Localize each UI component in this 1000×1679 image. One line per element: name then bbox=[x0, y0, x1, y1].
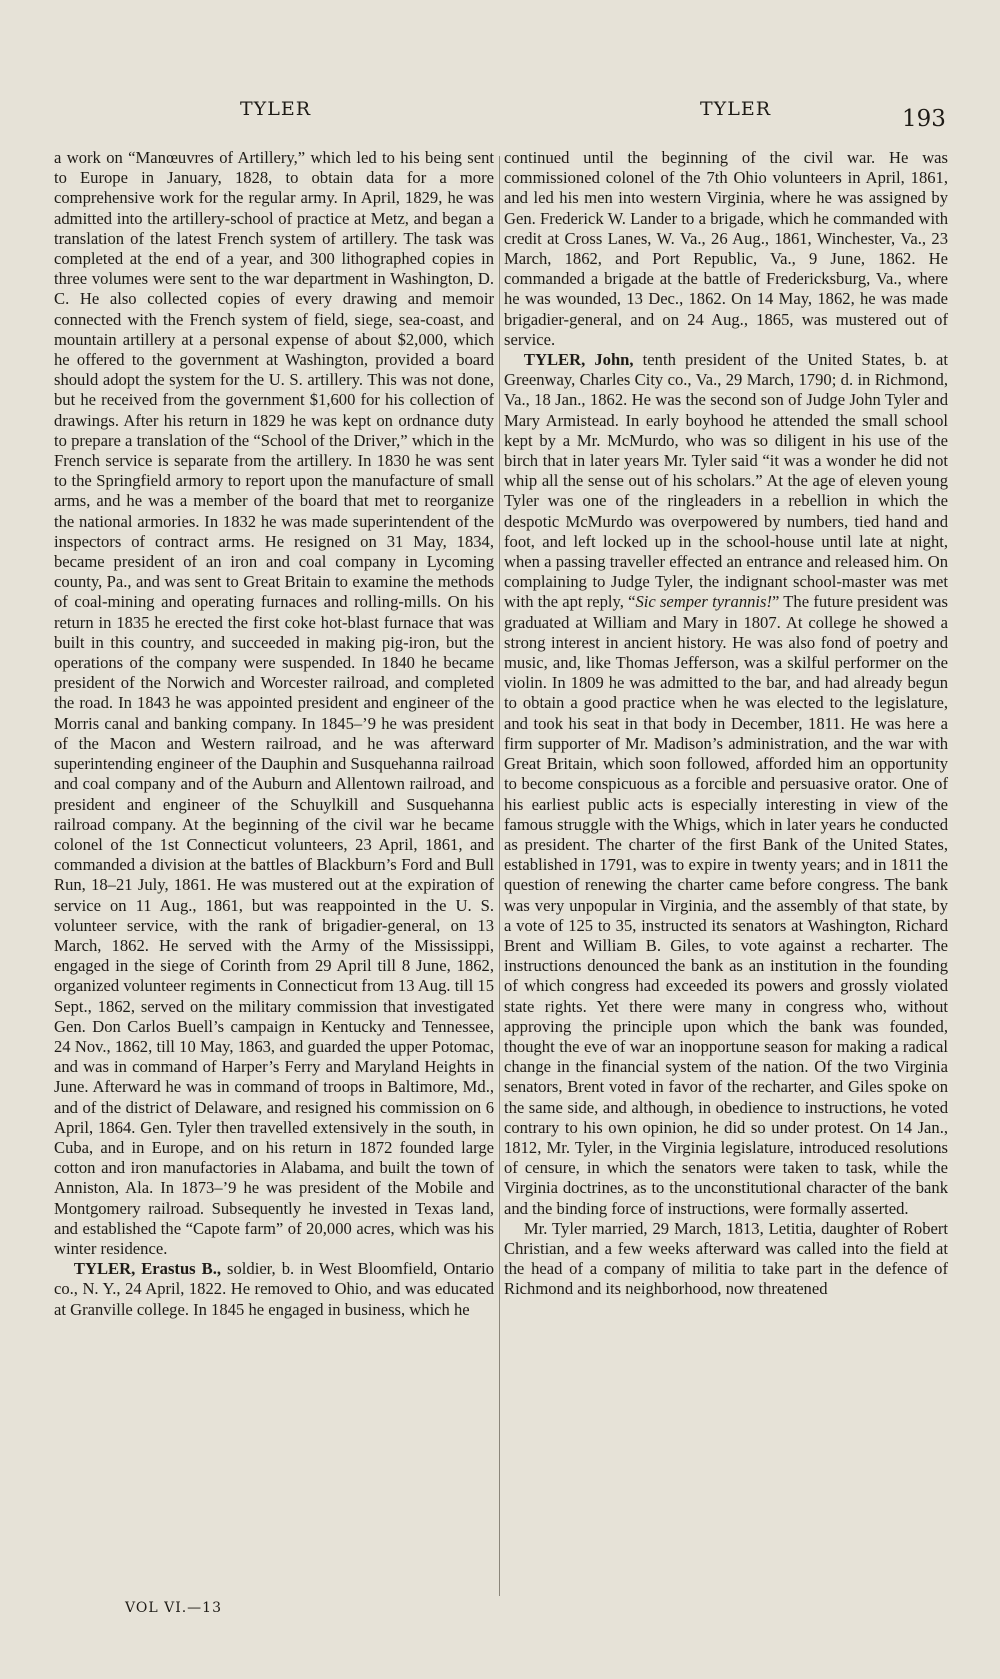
running-head-right: TYLER bbox=[700, 98, 772, 120]
paragraph-artillery-career: a work on “Manœuvres of Artillery,” which led to his being sent to Europe in January, 1828, to obtain data for a more comprehensive work for the regular army. In April, 1829, he was admitted into the artillery-school of practice at Metz, and began a translation of the latest French system of artillery. The task was completed at the end of a year, and 300 lithographed copies in three volumes were sent to the war department in Washington, D. C. He also collected copies of every drawing and memoir connected with the French system of field, siege, sea-coast, and mountain artillery at a personal expense of about $2,000, which he offered to the government at Washington, provided a board should adopt the system for the U. S. artillery. This was not done, but he received from the government $1,600 for his collection of drawings. After his return in 1829 he was kept on ordnance duty to prepare a translation of the “School of the Driver,” which in the French service is separate from the artillery. In 1830 he was sent to the Springfield armory to report upon the manufacture of small arms, and he was a member of the board that met to reorganize the national armories. In 1832 he was made superintendent of the inspectors of contract arms. He resigned on 31 May, 1834, became president of an iron and coal company in Lycoming county, Pa., and was sent to Great Britain to examine the methods of coal-mining and operating furnaces and rolling-mills. On his return in 1835 he erected the first coke hot-blast furnace that was built in this country, and succeeded in making pig-iron, but the operations of the company were suspended. In 1840 he became president of the Norwich and Worcester railroad, and completed the road. In 1843 he was appointed president and engineer of the Morris canal and banking company. In 1845–’9 he was president of the Macon and Western railroad, and he was afterward superintending engineer of the Dauphin and Susquehanna railroad and coal company and of the Auburn and Allentown railroad, and president and engineer of the Schuylkill and Susquehanna railroad company. At the beginning of the civil war he became colonel of the 1st Connecticut volunteers, 23 April, 1861, and commanded a division at the battles of Blackburn’s Ford and Bull Run, 18–21 July, 1861. He was mustered out at the expiration of service on 11 Aug., 1861, but was reappointed in the U. S. volunteer service, with the rank of brigadier-general, on 13 March, 1862. He served with the Army of the Mississippi, engaged in the siege of Corinth from 29 April till 8 June, 1862, organized volunteer regiments in Connecticut from 13 Aug. till 15 Sept., 1862, served on the military commission that investigated Gen. Don Carlos Buell’s campaign in Kentucky and Tennessee, 24 Nov., 1862, till 10 May, 1863, and guarded the upper Potomac, and was in command of Harper’s Ferry and Maryland Heights in June. Afterward he was in command of troops in Baltimore, Md., and of the district of Delaware, and resigned his commission on 6 April, 1864. Gen. Tyler then travelled extensively in the south, in Cuba, and in Europe, and on his return in 1872 founded large cotton and iron manufactories in Alabama, and built the town of Anniston, Ala. In 1873–’9 he was president of the Mobile and Montgomery railroad. Subsequently he invested in Texas land, and established the “Capote farm” of 20,000 acres, which was his winter residence. bbox=[54, 148, 494, 1258]
entry-john-tyler bbox=[504, 350, 948, 1219]
entry-text-john-b: ” The future president was graduated at William and Mary in 1807. At college he showed a strong interest in ancient history. He was also fond of poetry and music, and, like Thomas Jefferson, was a skilful performer on the violin. In 1809 he was admitted to the bar, and had already begun to obtain a good practice when he was elected to the legislature, and took his seat in that body in December, 1811. He was here a firm supporter of Mr. Madison’s administration, and the war with Great Britain, which soon followed, afforded him an opportunity to become conspicuous as a forcible and persuasive orator. One of his earliest public acts is especially interesting in view of the famous struggle with the Whigs, which in later years he conducted as president. The charter of the first Bank of the United States, established in 1791, was to expire in twenty years; and in 1811 the question of renewing the charter came before congress. The bank was very unpopular in Virginia, and the assembly of that state, by a vote of 125 to 35, instructed its senators at Washington, Richard Brent and William B. Giles, to vote against a recharter. The instructions denounced the bank as an institution in the founding of which congress had exceeded its powers and grossly violated state rights. Yet there were many in congress who, without approving the principle upon which the bank was founded, thought the eve of war an inopportune season for making a radical change in the financial system of the nation. Of the two Virginia senators, Brent voted in favor of the recharter, and Giles spoke on the same side, and although, in obedience to instructions, he voted contrary to his own opinion, he did so under protest. On 14 Jan., 1812, Mr. Tyler, in the Virginia legislature, introduced resolutions of censure, in which the senators were taken to task, while the Virginia doctrines, as to the unconstitutional character of the bank and the binding force of instructions, were formally asserted. bbox=[504, 592, 948, 1218]
running-head-left: TYLER bbox=[240, 98, 312, 120]
latin-quote: Sic semper tyrannis! bbox=[635, 592, 773, 612]
paragraph-marriage: Mr. Tyler married, 29 March, 1813, Letitia, daughter of Robert Christian, and a few weeks afterward was called into the field at the head of a company of militia to take part in the defence of Richmond and its neighborhood, now threatened bbox=[504, 1218, 948, 1299]
entry-name-john: TYLER, John, bbox=[523, 350, 634, 370]
column-divider bbox=[499, 156, 500, 1596]
signature-mark: VOL VI.—13 bbox=[125, 1600, 222, 1616]
entry-text-john-a: tenth president of the United States, b. at Greenway, Charles City co., Va., 29 March, 1790; d. in Richmond, Va., 18 Jan., 1862. He was the second son of Judge John Tyler and Mary Armistead. In early boyhood he attended the small school kept by a Mr. McMurdo, who was so diligent in his use of the birch that in later years Mr. Tyler said “it was a wonder he did not whip all the sense out of his scholars.” At the age of eleven young Tyler was one of the ringleaders in a rebellion in which the despotic McMurdo was overpowered by numbers, tied hand and foot, and left locked up in the school-house until late at night, when a passing traveller effected an entrance and released him. On complaining to Judge Tyler, the indignant school-master was met with the apt reply, “ bbox=[504, 350, 949, 612]
right-column bbox=[504, 148, 948, 1300]
entry-erastus-tyler bbox=[54, 1259, 494, 1320]
page-number: 193 bbox=[902, 106, 946, 132]
paragraph-erastus-continued: continued until the beginning of the civil war. He was commissioned colonel of the 7th Ohio volunteers in April, 1861, and led his men into western Virginia, where he was assigned by Gen. Frederick W. Lander to a brigade, which he commanded with credit at Cross Lanes, W. Va., 26 Aug., 1861, Winchester, Va., 23 March, 1862, and Port Republic, Va., 9 June, 1862. He commanded a brigade at the battle of Fredericksburg, Va., where he was wounded, 13 Dec., 1862. On 14 May, 1862, he was made brigadier-general, and on 24 Aug., 1865, was mustered out of service. bbox=[504, 148, 948, 349]
entry-name-erastus: TYLER, Erastus B., bbox=[73, 1259, 222, 1279]
left-column bbox=[54, 148, 494, 1320]
entry-text-erastus: soldier, b. in West Bloomfield, Ontario co., N. Y., 24 April, 1822. He removed to Ohio, and was educated at Granville college. In 1845 he engaged in business, which he bbox=[54, 1259, 495, 1319]
